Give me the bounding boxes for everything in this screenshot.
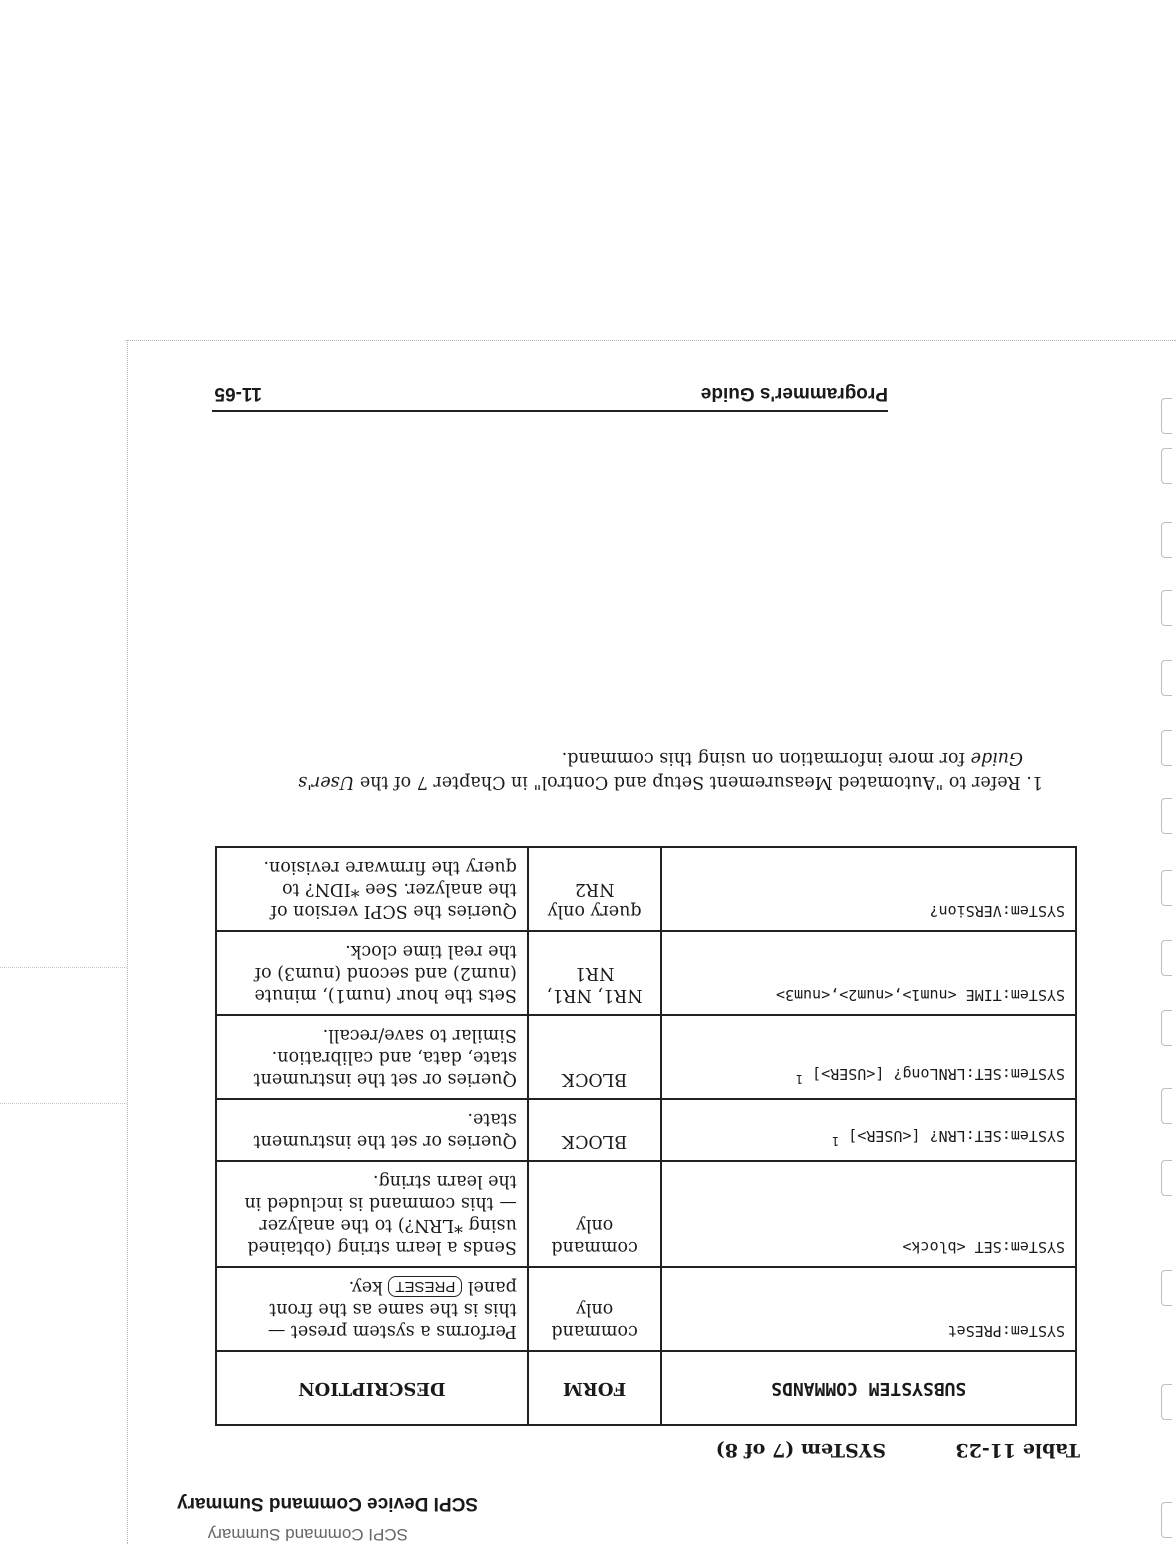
command-text: SYSTem:SET:LRN? [<USER>]: [848, 1127, 1065, 1145]
form-line: only: [575, 1215, 614, 1235]
table-row: [216, 1015, 1076, 1099]
description-cell: [216, 1161, 528, 1267]
table-caption: SYSTem (7 of 8): [715, 1439, 886, 1461]
page-number: 11-65: [214, 383, 262, 404]
description-line: Sets the hour (num1), minute: [254, 985, 517, 1005]
index-tab: [1161, 448, 1172, 484]
footnote-line: [263, 746, 1043, 770]
form-cell: [528, 1161, 662, 1267]
form-line: NR1, NR1,: [546, 985, 643, 1005]
form-line: NR1: [574, 963, 615, 983]
header-cut-line: SCPI Command Summary: [207, 1525, 408, 1544]
description-line: using *LRN?) to the analyzer: [259, 1215, 517, 1235]
description-cell: [216, 1099, 528, 1161]
description-line: — this command is included in: [244, 1193, 517, 1213]
description-line: Queries or set the instrument: [253, 1069, 517, 1089]
command-cell: SYSTem:SET <block>: [661, 1161, 1076, 1267]
form-line: command: [551, 1237, 638, 1257]
description-line: [227, 1276, 517, 1298]
form-line: query only: [547, 901, 642, 921]
description-line: state.: [467, 1109, 517, 1129]
description-line: this is the same as the front: [269, 1299, 517, 1319]
footnote-italic: Guide: [970, 748, 1023, 768]
form-cell: [528, 1099, 662, 1161]
index-tab: [1161, 1160, 1172, 1196]
column-header-description: DESCRIPTION: [216, 1351, 528, 1425]
description-text: key.: [348, 1277, 383, 1297]
command-cell: [661, 1015, 1076, 1099]
scan-edge-vertical: [127, 340, 128, 1544]
description-text: panel: [467, 1277, 517, 1297]
form-line: NR2: [574, 879, 615, 899]
scan-edge-horizontal: [126, 340, 1176, 341]
description-line: state, data, and calibration.: [271, 1047, 517, 1067]
footnote-marker: 1: [795, 1072, 804, 1086]
description-line: the analyzer. See *IDN? to: [282, 879, 517, 899]
footer-rule: [212, 410, 888, 412]
footnote-italic: User's: [298, 772, 355, 792]
page-header-title: SCPI Device Command Summary: [177, 1493, 478, 1514]
command-text: SYSTem:SET:LRNLong? [<USER>]: [812, 1065, 1065, 1083]
footnote-text: 1. Refer to "Automated Measurement Setup and Control" in Chapter 7 of the: [359, 772, 1043, 792]
scan-mark: [0, 1103, 127, 1104]
form-cell: [528, 1015, 662, 1099]
form-cell: [528, 847, 662, 931]
description-line: Similar to save/recall.: [322, 1025, 517, 1045]
index-tab: [1161, 590, 1172, 626]
table-row: [216, 1099, 1076, 1161]
table-row: [216, 1161, 1076, 1267]
description-cell: [216, 1015, 528, 1099]
description-cell: [216, 847, 528, 931]
index-tab: [1161, 660, 1172, 696]
form-line: only: [575, 1299, 614, 1319]
table-label: Table 11-23: [955, 1439, 1080, 1461]
index-tab: [1161, 1502, 1172, 1538]
scan-mark: [0, 967, 127, 968]
footnote-text: for more information on using this command.: [561, 748, 966, 768]
column-header-commands: SUBSYSTEM COMMANDS: [661, 1351, 1076, 1425]
description-line: Performs a system preset —: [267, 1321, 517, 1341]
preset-key-icon: PRESET: [388, 1276, 462, 1297]
index-tab: [1161, 870, 1172, 906]
form-line: BLOCK: [561, 1069, 628, 1089]
description-line: query the firmware revision.: [263, 857, 517, 877]
table-row: [216, 1267, 1076, 1351]
command-cell: SYSTem:VERSion?: [661, 847, 1076, 931]
description-cell: [216, 1267, 528, 1351]
index-tab: [1161, 398, 1172, 434]
command-table: [215, 846, 1077, 1426]
form-line: command: [551, 1321, 638, 1341]
description-line: Queries or set the instrument: [253, 1131, 517, 1151]
index-tab: [1161, 1088, 1172, 1124]
command-cell: SYSTem:PRESet: [661, 1267, 1076, 1351]
table-row: [216, 931, 1076, 1015]
command-cell: [661, 1099, 1076, 1161]
description-line: Queries the SCPI version of: [270, 901, 517, 921]
footnote-line: [263, 770, 1043, 794]
column-header-form: FORM: [528, 1351, 662, 1425]
description-cell: [216, 931, 528, 1015]
description-line: the real time clock.: [345, 941, 517, 961]
table-header-row: [216, 1351, 1076, 1425]
form-line: BLOCK: [561, 1131, 628, 1151]
index-tab: [1161, 940, 1172, 976]
command-cell: SYSTem:TIME <num1>,<num2>,<num3>: [661, 931, 1076, 1015]
description-line: Sends a learn string (obtained: [247, 1237, 517, 1257]
footnote-marker: 1: [831, 1134, 840, 1148]
index-tab: [1161, 1010, 1172, 1046]
index-tab: [1161, 522, 1172, 558]
index-tab: [1161, 730, 1172, 766]
form-cell: [528, 931, 662, 1015]
index-tab: [1161, 1270, 1172, 1306]
table-footnote: [263, 746, 1043, 794]
index-tab: [1161, 1384, 1172, 1420]
table-row: [216, 847, 1076, 931]
index-tabs: [1158, 344, 1172, 1544]
form-cell: [528, 1267, 662, 1351]
index-tab: [1161, 798, 1172, 834]
description-line: (num2) and second (num3) of: [254, 963, 517, 983]
footer-title: Programmer's Guide: [700, 383, 888, 404]
description-line: the learn string.: [372, 1171, 517, 1191]
